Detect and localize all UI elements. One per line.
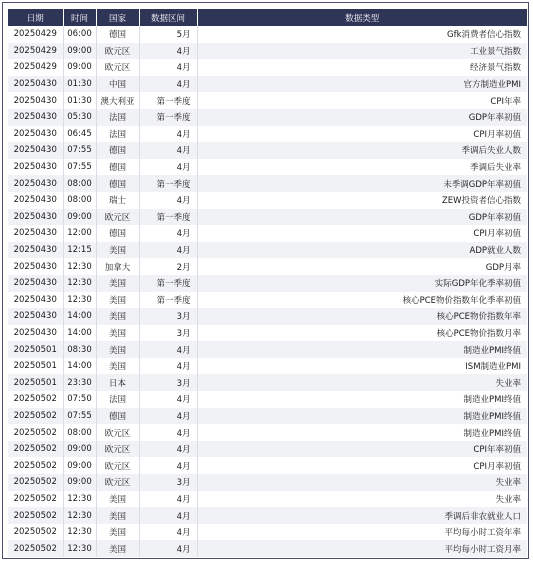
table-row[interactable] [8, 26, 527, 43]
cell-time: 12:30 [63, 275, 96, 292]
cell-country: 澳大利亚 [96, 92, 139, 109]
cell-time: 14:00 [63, 325, 96, 342]
cell-data-type: 制造业PMI终值 [197, 391, 527, 408]
cell-period: 4月 [139, 524, 197, 541]
cell-period: 4月 [139, 126, 197, 143]
cell-period: 第一季度 [139, 175, 197, 192]
table-row[interactable] [8, 209, 527, 226]
cell-period: 4月 [139, 43, 197, 60]
cell-data-type: CPI月率初值 [197, 457, 527, 474]
cell-time: 09:00 [63, 474, 96, 491]
cell-period: 3月 [139, 325, 197, 342]
table-row[interactable] [8, 374, 527, 391]
cell-date: 20250502 [8, 441, 63, 458]
cell-date: 20250501 [8, 341, 63, 358]
cell-date: 20250430 [8, 308, 63, 325]
cell-country: 美国 [96, 275, 139, 292]
cell-date: 20250430 [8, 325, 63, 342]
cell-date: 20250430 [8, 225, 63, 242]
cell-date: 20250430 [8, 192, 63, 209]
calendar-panel [2, 2, 529, 559]
cell-data-type: 季调后失业率 [197, 159, 527, 176]
cell-time: 07:55 [63, 159, 96, 176]
table-row[interactable] [8, 59, 527, 76]
table-row[interactable] [8, 242, 527, 259]
cell-date: 20250502 [8, 507, 63, 524]
cell-time: 12:30 [63, 524, 96, 541]
cell-period: 3月 [139, 374, 197, 391]
cell-period: 4月 [139, 142, 197, 159]
cell-country: 欧元区 [96, 474, 139, 491]
cell-data-type: 平均每小时工资年率 [197, 524, 527, 541]
cell-time: 06:00 [63, 26, 96, 43]
table-row[interactable] [8, 408, 527, 425]
cell-country: 法国 [96, 126, 139, 143]
cell-time: 09:00 [63, 457, 96, 474]
cell-date: 20250430 [8, 76, 63, 93]
cell-date: 20250430 [8, 175, 63, 192]
cell-country: 加拿大 [96, 258, 139, 275]
cell-date: 20250501 [8, 358, 63, 375]
cell-country: 德国 [96, 408, 139, 425]
cell-time: 12:15 [63, 242, 96, 259]
table-row[interactable] [8, 308, 527, 325]
cell-period: 第一季度 [139, 92, 197, 109]
table-row[interactable] [8, 391, 527, 408]
cell-country: 德国 [96, 225, 139, 242]
cell-period: 3月 [139, 308, 197, 325]
cell-date: 20250502 [8, 391, 63, 408]
table-row[interactable] [8, 275, 527, 292]
table-row[interactable] [8, 524, 527, 541]
cell-country: 法国 [96, 391, 139, 408]
header-period[interactable]: 数据区间 [139, 9, 197, 26]
table-row[interactable] [8, 325, 527, 342]
cell-date: 20250429 [8, 43, 63, 60]
cell-date: 20250430 [8, 92, 63, 109]
cell-date: 20250430 [8, 275, 63, 292]
cell-date: 20250430 [8, 258, 63, 275]
cell-country: 欧元区 [96, 441, 139, 458]
table-row[interactable] [8, 424, 527, 441]
table-row[interactable] [8, 540, 527, 557]
cell-date: 20250502 [8, 457, 63, 474]
cell-time: 06:45 [63, 126, 96, 143]
cell-period: 4月 [139, 192, 197, 209]
cell-country: 欧元区 [96, 59, 139, 76]
economic-calendar-table [8, 9, 527, 557]
cell-data-type: 经济景气指数 [197, 59, 527, 76]
cell-country: 德国 [96, 26, 139, 43]
cell-period: 4月 [139, 59, 197, 76]
cell-period: 4月 [139, 408, 197, 425]
cell-period: 4月 [139, 540, 197, 557]
table-row[interactable] [8, 491, 527, 508]
table-row[interactable] [8, 258, 527, 275]
cell-data-type: Gfk消费者信心指数 [197, 26, 527, 43]
table-row[interactable] [8, 507, 527, 524]
cell-time: 09:00 [63, 209, 96, 226]
cell-country: 德国 [96, 175, 139, 192]
cell-time: 09:00 [63, 59, 96, 76]
cell-country: 欧元区 [96, 457, 139, 474]
cell-data-type: CPI年率 [197, 92, 527, 109]
cell-time: 12:00 [63, 225, 96, 242]
table-row[interactable] [8, 474, 527, 491]
cell-time: 09:00 [63, 441, 96, 458]
table-row[interactable] [8, 76, 527, 93]
cell-data-type: ADP就业人数 [197, 242, 527, 259]
cell-date: 20250429 [8, 59, 63, 76]
cell-date: 20250502 [8, 491, 63, 508]
cell-data-type: ISM制造业PMI [197, 358, 527, 375]
table-row[interactable] [8, 126, 527, 143]
cell-period: 4月 [139, 441, 197, 458]
cell-country: 德国 [96, 142, 139, 159]
cell-data-type: 季调后失业人数 [197, 142, 527, 159]
cell-data-type: GDP年率初值 [197, 109, 527, 126]
cell-time: 08:00 [63, 424, 96, 441]
cell-data-type: GDP月率 [197, 258, 527, 275]
table-row[interactable] [8, 109, 527, 126]
cell-period: 4月 [139, 457, 197, 474]
cell-country: 美国 [96, 242, 139, 259]
cell-time: 23:30 [63, 374, 96, 391]
table-row[interactable] [8, 225, 527, 242]
cell-date: 20250501 [8, 374, 63, 391]
cell-time: 12:30 [63, 540, 96, 557]
cell-data-type: CPI月率初值 [197, 126, 527, 143]
header-time[interactable]: 时间 [63, 9, 96, 26]
cell-date: 20250502 [8, 540, 63, 557]
cell-country: 欧元区 [96, 43, 139, 60]
cell-time: 07:55 [63, 408, 96, 425]
cell-country: 美国 [96, 491, 139, 508]
cell-time: 09:00 [63, 43, 96, 60]
cell-period: 4月 [139, 242, 197, 259]
cell-country: 德国 [96, 159, 139, 176]
cell-date: 20250429 [8, 26, 63, 43]
cell-time: 08:00 [63, 175, 96, 192]
cell-country: 美国 [96, 292, 139, 309]
header-type[interactable]: 数据类型 [197, 9, 527, 26]
cell-data-type: 失业率 [197, 374, 527, 391]
cell-country: 美国 [96, 507, 139, 524]
cell-period: 第一季度 [139, 292, 197, 309]
cell-country: 美国 [96, 308, 139, 325]
cell-data-type: 核心PCE物价指数年率 [197, 308, 527, 325]
cell-data-type: 制造业PMI终值 [197, 424, 527, 441]
table-row[interactable] [8, 358, 527, 375]
table-header-row [8, 9, 527, 26]
cell-country: 美国 [96, 341, 139, 358]
cell-data-type: 失业率 [197, 491, 527, 508]
cell-time: 12:30 [63, 258, 96, 275]
cell-data-type: CPI月率初值 [197, 225, 527, 242]
cell-period: 第一季度 [139, 109, 197, 126]
cell-data-type: 未季调GDP年率初值 [197, 175, 527, 192]
cell-period: 4月 [139, 76, 197, 93]
cell-data-type: GDP年率初值 [197, 209, 527, 226]
cell-date: 20250502 [8, 408, 63, 425]
table-row[interactable] [8, 175, 527, 192]
cell-country: 美国 [96, 540, 139, 557]
cell-data-type: 制造业PMI终值 [197, 341, 527, 358]
cell-period: 4月 [139, 341, 197, 358]
cell-date: 20250430 [8, 209, 63, 226]
cell-data-type: 平均每小时工资月率 [197, 540, 527, 557]
header-date[interactable]: 日期 [8, 9, 63, 26]
cell-period: 4月 [139, 507, 197, 524]
cell-data-type: CPI年率初值 [197, 441, 527, 458]
cell-period: 4月 [139, 491, 197, 508]
cell-period: 第一季度 [139, 209, 197, 226]
table-row[interactable] [8, 341, 527, 358]
cell-period: 2月 [139, 258, 197, 275]
cell-time: 12:30 [63, 491, 96, 508]
cell-time: 14:00 [63, 308, 96, 325]
cell-data-type: 官方制造业PMI [197, 76, 527, 93]
cell-country: 欧元区 [96, 424, 139, 441]
cell-data-type: 失业率 [197, 474, 527, 491]
cell-country: 美国 [96, 325, 139, 342]
cell-date: 20250502 [8, 424, 63, 441]
table-row[interactable] [8, 292, 527, 309]
cell-country: 欧元区 [96, 209, 139, 226]
cell-period: 4月 [139, 225, 197, 242]
cell-country: 日本 [96, 374, 139, 391]
cell-time: 12:30 [63, 507, 96, 524]
cell-date: 20250430 [8, 109, 63, 126]
cell-period: 5月 [139, 26, 197, 43]
table-row[interactable] [8, 441, 527, 458]
cell-date: 20250502 [8, 474, 63, 491]
table-row[interactable] [8, 142, 527, 159]
cell-period: 4月 [139, 424, 197, 441]
cell-date: 20250430 [8, 142, 63, 159]
table-row[interactable] [8, 457, 527, 474]
table-row[interactable] [8, 159, 527, 176]
table-row[interactable] [8, 92, 527, 109]
cell-country: 瑞士 [96, 192, 139, 209]
cell-data-type: 实际GDP年化季率初值 [197, 275, 527, 292]
cell-period: 4月 [139, 391, 197, 408]
cell-time: 08:00 [63, 192, 96, 209]
cell-time: 07:50 [63, 391, 96, 408]
cell-period: 第一季度 [139, 275, 197, 292]
cell-period: 3月 [139, 474, 197, 491]
cell-time: 12:30 [63, 292, 96, 309]
cell-country: 中国 [96, 76, 139, 93]
cell-time: 01:30 [63, 76, 96, 93]
cell-time: 14:00 [63, 358, 96, 375]
cell-time: 08:30 [63, 341, 96, 358]
cell-time: 01:30 [63, 92, 96, 109]
cell-data-type: 工业景气指数 [197, 43, 527, 60]
cell-period: 4月 [139, 358, 197, 375]
table-row[interactable] [8, 192, 527, 209]
cell-time: 05:30 [63, 109, 96, 126]
cell-country: 美国 [96, 524, 139, 541]
cell-data-type: 制造业PMI终值 [197, 408, 527, 425]
cell-date: 20250430 [8, 159, 63, 176]
cell-data-type: 核心PCE物价指数年化季率初值 [197, 292, 527, 309]
cell-period: 4月 [139, 159, 197, 176]
cell-time: 07:55 [63, 142, 96, 159]
cell-date: 20250502 [8, 524, 63, 541]
cell-data-type: ZEW投资者信心指数 [197, 192, 527, 209]
header-country[interactable]: 国家 [96, 9, 139, 26]
cell-date: 20250430 [8, 242, 63, 259]
cell-data-type: 核心PCE物价指数月率 [197, 325, 527, 342]
cell-date: 20250430 [8, 292, 63, 309]
cell-country: 美国 [96, 358, 139, 375]
cell-country: 法国 [96, 109, 139, 126]
table-row[interactable] [8, 43, 527, 60]
cell-date: 20250430 [8, 126, 63, 143]
cell-data-type: 季调后非农就业人口 [197, 507, 527, 524]
